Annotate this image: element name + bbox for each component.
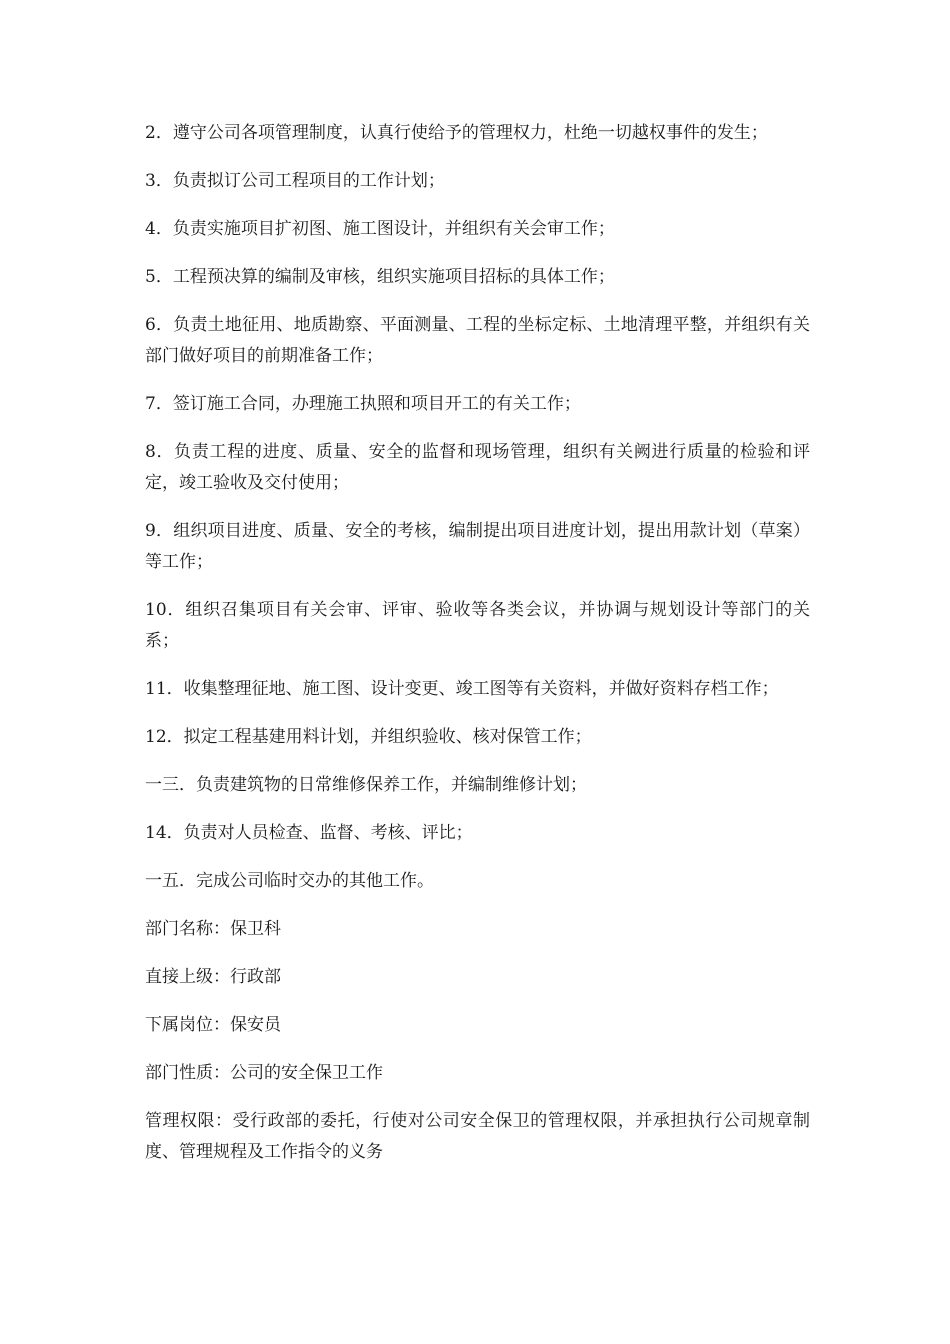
paragraph-item-12: 12．拟定工程基建用料计划，并组织验收、核对保管工作； [145,727,592,747]
paragraph-item-9: 9．组织项目进度、质量、安全的考核，编制提出项目进度计划，提出用款计划（草案）等工作； [145,521,810,572]
paragraph-item-2: 2．遵守公司各项管理制度，认真行使给予的管理权力，杜绝一切越权事件的发生； [145,123,768,143]
management-authority: 管理权限：受行政部的委托，行使对公司安全保卫的管理权限，并承担执行公司规章制度、管理规程及工作指令的义务 [145,1111,810,1162]
paragraph-item-14: 14．负责对人员检查、监督、考核、评比； [145,823,473,843]
paragraph-item-4: 4．负责实施项目扩初图、施工图设计，并组织有关会审工作； [145,219,615,239]
direct-superior: 直接上级：行政部 [145,967,281,987]
department-name: 部门名称：保卫科 [145,919,281,939]
paragraph-item-13: 一三．负责建筑物的日常维修保养工作，并编制维修计划； [145,775,587,795]
paragraph-item-5: 5．工程预决算的编制及审核，组织实施项目招标的具体工作； [145,267,615,287]
paragraph-item-15: 一五．完成公司临时交办的其他工作。 [145,871,434,891]
paragraph-item-7: 7．签订施工合同，办理施工执照和项目开工的有关工作； [145,394,581,414]
paragraph-item-6: 6．负责土地征用、地质勘察、平面测量、工程的坐标定标、土地清理平整，并组织有关部门做好项目的前期准备工作； [145,315,810,366]
document-body [145,118,810,1185]
department-nature: 部门性质：公司的安全保卫工作 [145,1063,383,1083]
paragraph-item-8: 8．负责工程的进度、质量、安全的监督和现场管理，组织有关阙进行质量的检验和评定，竣工验收及交付使用； [145,442,810,493]
paragraph-item-3: 3．负责拟订公司工程项目的工作计划； [145,171,445,191]
paragraph-item-10: 10．组织召集项目有关会审、评审、验收等各类会议，并协调与规划设计等部门的关系； [145,600,810,651]
paragraph-item-11: 11．收集整理征地、施工图、设计变更、竣工图等有关资料，并做好资料存档工作； [145,679,779,699]
subordinate-position: 下属岗位：保安员 [145,1015,281,1035]
